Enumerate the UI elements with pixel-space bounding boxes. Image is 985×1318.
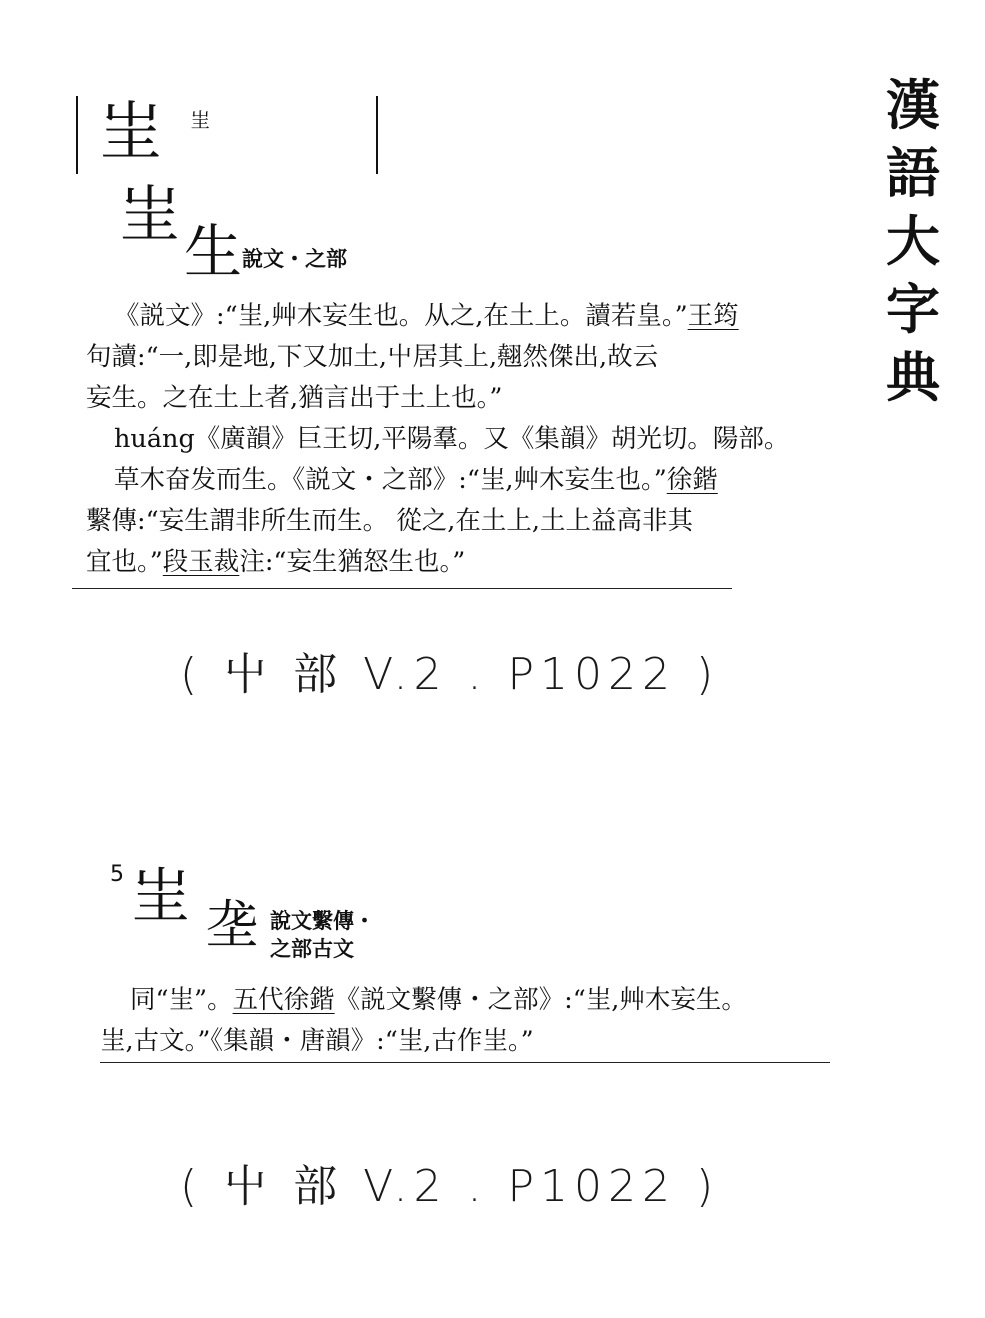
headword-variant-glyph: 㞷 [118, 178, 181, 251]
seal-source-label-line-1: 說文繫傳・ [270, 909, 375, 933]
author-name: 徐鍇 [666, 465, 718, 495]
author-name: 王筠 [687, 301, 739, 331]
seal-script-glyph: 垄 [206, 896, 259, 956]
headword: 㞷 [98, 96, 162, 170]
seal-source-label: 說文・之部 [242, 247, 347, 271]
headword: 㞷 [130, 862, 190, 932]
headword-left-bar [76, 96, 78, 174]
title-char-3: 大 [886, 210, 940, 273]
definition-line: 宜也。”段玉裁注:“妄生猶怒生也。” [86, 547, 466, 577]
seal-source-label-line-2: 之部古文 [270, 937, 354, 961]
title-char-4: 字 [886, 278, 940, 341]
definition-line: 草木奋发而生。《説文・之部》:“㞷,艸木妄生也。”徐鍇 [114, 465, 718, 495]
entry-2-bottom-rule [100, 1062, 830, 1063]
headword-small-form: 㞷 [190, 108, 210, 132]
entry-number: 5 [110, 862, 124, 887]
entry-2-definition [100, 980, 747, 1062]
entry-1-definition [86, 296, 789, 583]
definition-line: 《説文》:“㞷,艸木妄生也。从之,在土上。讀若皇。”王筠 [114, 301, 739, 331]
handwritten-note-2: ( 屮 部 V.2 . P1022 ) [180, 1161, 720, 1212]
author-name: 段玉裁 [162, 547, 240, 577]
author-name: 徐鍇 [283, 985, 335, 1015]
pronunciation-line: huáng《廣韻》巨王切,平陽羣。又《集韻》胡光切。陽部。 [114, 424, 790, 454]
definition-line: 繫傳:“妄生謂非所生而生。 從之,在土上,土上益高非其 [86, 506, 693, 536]
definition-line: 同“㞷”。五代徐鍇《説文繫傳・之部》:“㞷,艸木妄生。 [130, 985, 747, 1015]
entry-1-bottom-rule [72, 588, 732, 589]
title-char-2: 語 [886, 142, 940, 205]
dynasty-name: 五代 [232, 985, 284, 1015]
definition-line: 句讀:“一,即是地,下又加土,屮居其上,翹然傑出,故云 [86, 342, 659, 372]
headword-right-bar [376, 96, 378, 174]
handwritten-note-1: ( 屮 部 V.2 . P1022 ) [180, 649, 720, 700]
title-char-5: 典 [886, 346, 940, 409]
seal-script-glyph: 生 [184, 218, 243, 286]
title-char-1: 漢 [886, 74, 940, 137]
definition-line: 妄生。之在土上者,猶言出于土上也。” [86, 383, 503, 413]
dictionary-title [878, 72, 948, 412]
definition-line: 㞷,古文。”《集韻・唐韻》:“㞷,古作㞷。” [100, 1026, 534, 1056]
